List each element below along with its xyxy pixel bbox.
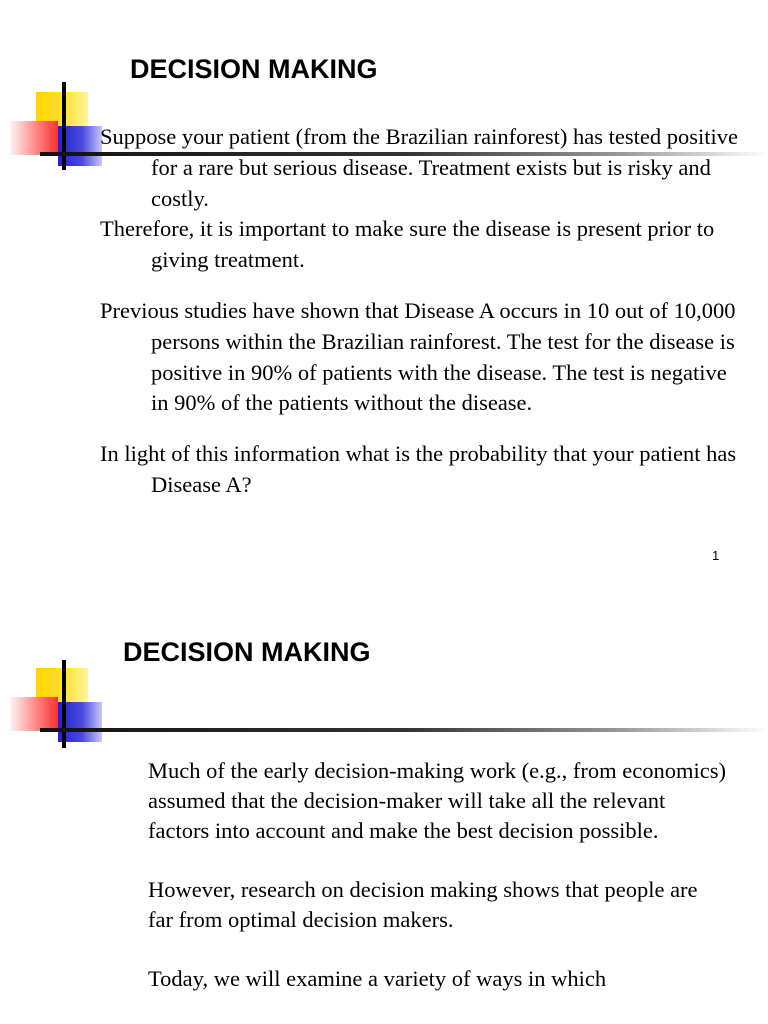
- slide-body: [148, 756, 728, 994]
- title-underline: [40, 728, 768, 732]
- slide-body: [100, 122, 745, 501]
- question-line: In light of this information what is the probability that your patient has Disease A?: [100, 441, 737, 497]
- scenario-line: Suppose your patient (from the Brazilian rainforest) has tested positive for a rare but serious disease. Treatment exists but is risky and costly.: [100, 124, 738, 211]
- paragraph-question: [100, 439, 745, 501]
- scenario-line: Therefore, it is important to make sure the disease is present prior to giving treatment.: [100, 216, 715, 273]
- slide-2: [0, 580, 768, 1024]
- paragraph-research: However, research on decision making shows that people are far from optimal decision makers.: [148, 877, 698, 932]
- slide-number: 1: [712, 548, 720, 563]
- paragraph-scenario: [100, 122, 745, 276]
- paragraph-statistics: [100, 296, 745, 419]
- statistics-line: Previous studies have shown that Disease A occurs in 10 out of 10,000 persons within the Brazilian rainforest. The test for the disease is positive in 90% of patients with the disease. The test is negative in 90% of the patients without the disease.: [100, 297, 736, 416]
- paragraph-today: Today, we will examine a variety of ways in which: [148, 966, 607, 991]
- paragraph-early-work: Much of the early decision-making work (e.g., from economics) assumed that the decision-maker will take all the relevant factors into account and make the best decision possible.: [148, 758, 726, 843]
- slide-title: DECISION MAKING: [130, 54, 378, 84]
- slide-title: DECISION MAKING: [123, 637, 371, 667]
